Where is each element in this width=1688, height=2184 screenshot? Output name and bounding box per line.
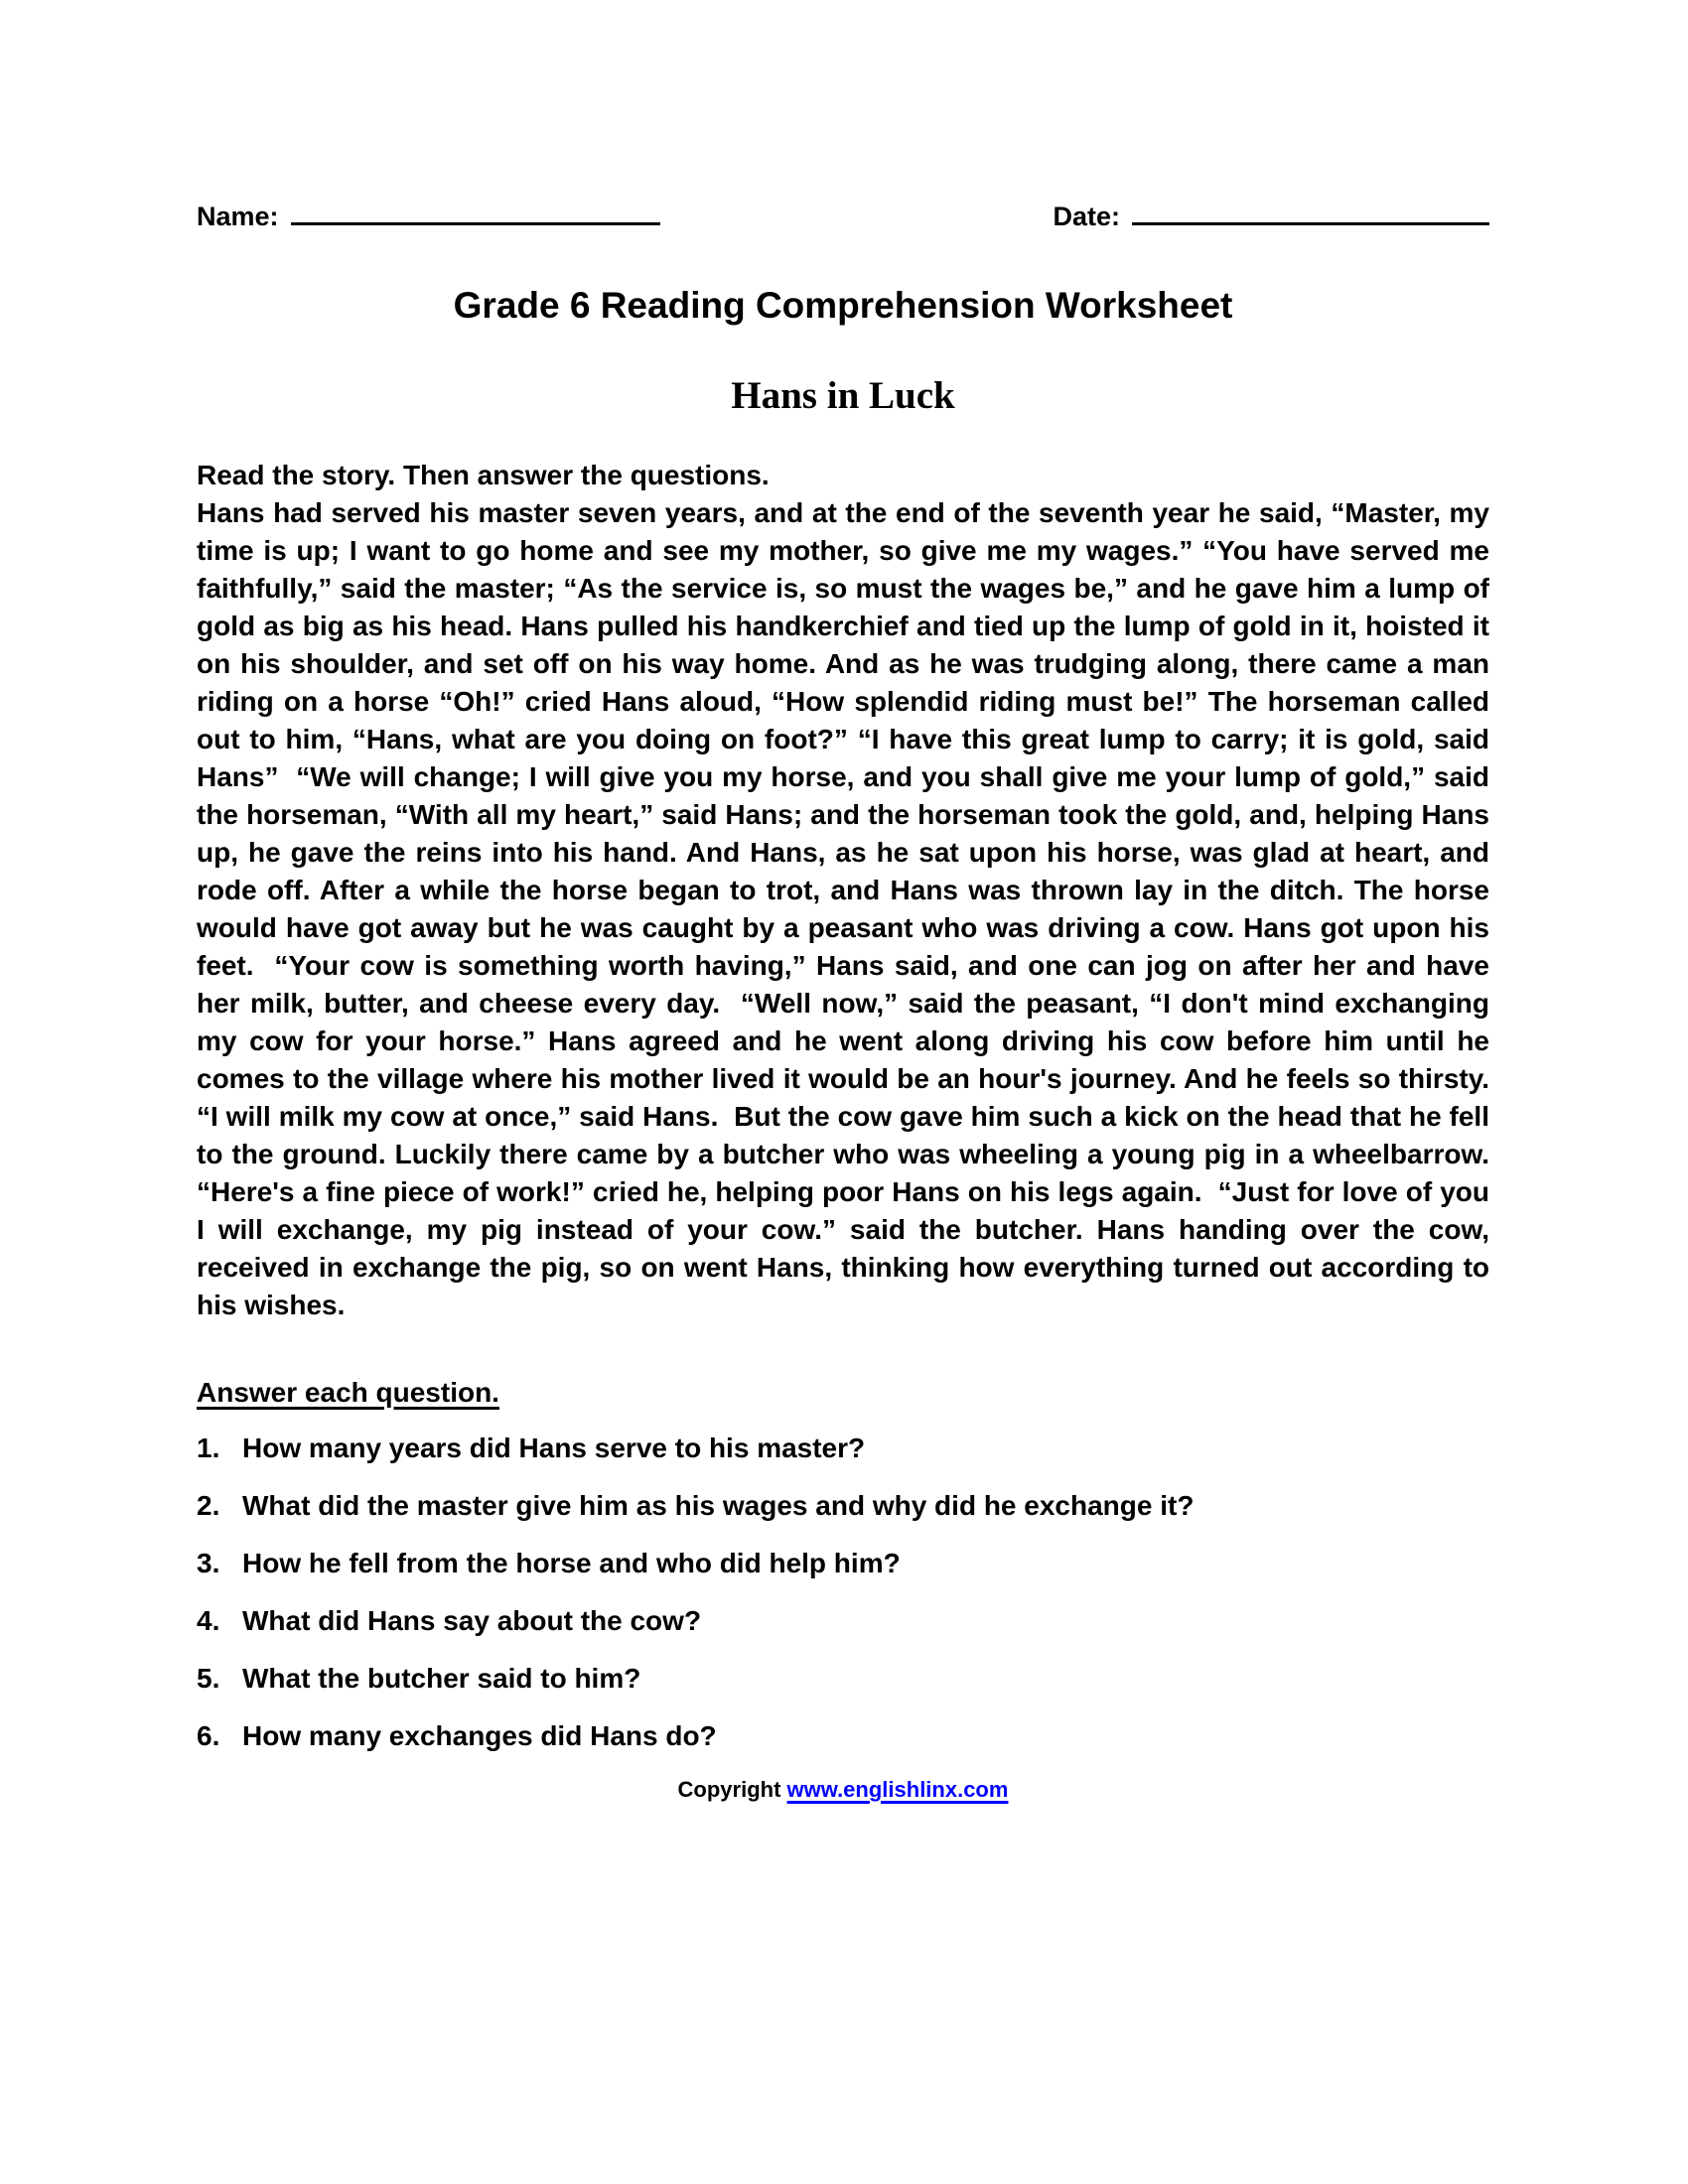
answer-heading: Answer each question.	[197, 1377, 499, 1408]
question-text: What did the master give him as his wages and why did he exchange it?	[242, 1490, 1195, 1521]
question-number: 6.	[197, 1720, 220, 1751]
worksheet-title: Grade 6 Reading Comprehension Worksheet	[453, 285, 1233, 326]
question-text: What did Hans say about the cow?	[242, 1605, 702, 1636]
question-number: 5.	[197, 1663, 220, 1694]
question-text: How he fell from the horse and who did help him?	[242, 1548, 901, 1578]
date-blank-line	[1132, 199, 1489, 225]
question-text: How many exchanges did Hans do?	[242, 1720, 717, 1751]
question-number: 2.	[197, 1490, 220, 1521]
story-text: Hans had served his master seven years, and at the end of the seventh year he said, “Master, my time is up; I want to go home and see my mother, so give me my wages.” “You have served me faithfully,” said the master; “As the service is, so must the wages be,” and he gave him a lump of gold as big as his head. Hans pulled his handkerchief and tied up the lump of gold in it, hoisted it on his shoulder, and set off on his way home. And as he was trudging along, there came a man riding on a horse “Oh!” cried Hans aloud, “How splendid riding must be!” The horseman called out to him, “Hans, what are you doing on foot?” “I have this great lump to carry; it is gold, said Hans” “We will change; I will give you my horse, and you shall give me your lump of gold,” said the horseman, “With all my heart,” said Hans; and the horseman took the gold, and, helping Hans up, he gave the reins into his hand. And Hans, as he sat upon his horse, was glad at heart, and rode off. After a while the horse began to trot, and Hans was thrown lay in the ditch. The horse would have got away but he was caught by a peasant who was driving a cow. Hans got upon his feet. “Your cow is something worth having,” Hans said, and one can jog on after her and have her milk, butter, and cheese every day. “Well now,” said the peasant, “I don't mind exchanging my cow for your horse.” Hans agreed and he went along driving his cow before him until he comes to the village where his mother lived it would be an hour's journey. And he feels so thirsty. “I will milk my cow at once,” said Hans. But the cow gave him such a kick on the head that he fell to the ground. Luckily there came by a butcher who was wheeling a young pig in a wheelbarrow. “Here's a fine piece of work!” cried he, helping poor Hans on his legs again. “Just for love of you I will exchange, my pig instead of your cow.” said the butcher. Hans handing over the cow, received in exchange the pig, so on went Hans, thinking how everything turned out according to his wishes.	[197, 497, 1497, 1320]
question-text: How many years did Hans serve to his master?	[242, 1433, 866, 1463]
header-row	[197, 199, 1489, 231]
question-text: What the butcher said to him?	[242, 1663, 641, 1694]
name-field-group	[197, 199, 660, 231]
question-item	[197, 1489, 1489, 1523]
date-field-group	[1053, 199, 1489, 231]
question-number: 1.	[197, 1433, 220, 1463]
question-item	[197, 1432, 1489, 1465]
copyright-label: Copyright	[677, 1777, 787, 1802]
question-list	[197, 1432, 1489, 1753]
date-label: Date:	[1053, 202, 1120, 231]
question-number: 4.	[197, 1605, 220, 1636]
instructions-line: Read the story. Then answer the questions.	[197, 460, 770, 490]
copyright-link[interactable]: www.englishlinx.com	[786, 1777, 1009, 1802]
copyright-line	[197, 1777, 1489, 1803]
question-item	[197, 1547, 1489, 1580]
name-label: Name:	[197, 202, 279, 231]
question-item	[197, 1662, 1489, 1696]
question-item	[197, 1719, 1489, 1753]
name-blank-line	[291, 199, 660, 225]
question-number: 3.	[197, 1548, 220, 1578]
question-item	[197, 1604, 1489, 1638]
story-title: Hans in Luck	[731, 374, 955, 417]
